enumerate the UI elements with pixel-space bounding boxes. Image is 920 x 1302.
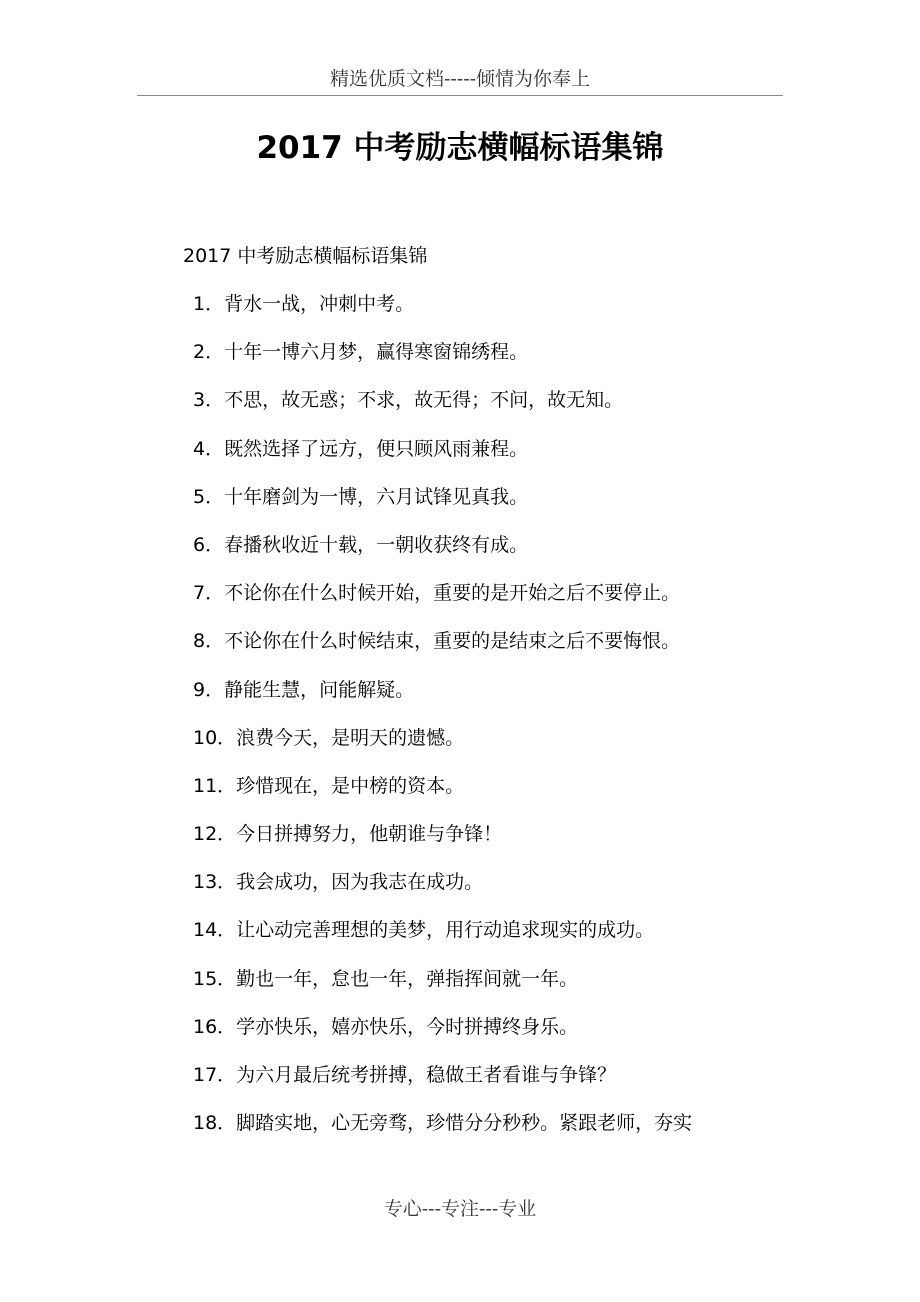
list-item: 6．春播秋收近十载，一朝收获终有成。 xyxy=(193,533,529,556)
list-item: 17．为六月最后统考拼搏，稳做王者看谁与争锋？ xyxy=(193,1064,617,1086)
document-subtitle: 2017 中考励志横幅标语集锦 xyxy=(183,245,428,267)
list-item: 10．浪费今天，是明天的遗憾。 xyxy=(193,726,465,749)
list-item: 2．十年一博六月梦，赢得寒窗锦绣程。 xyxy=(193,341,529,364)
list-item: 4．既然选择了远方，便只顾风雨兼程。 xyxy=(193,437,529,460)
page-header: 精选优质文档-----倾情为你奉上 xyxy=(329,68,591,90)
header-divider xyxy=(137,95,783,96)
document-title: 2017 中考励志横幅标语集锦 xyxy=(256,130,664,166)
list-item: 12．今日拼搏努力，他朝谁与争锋！ xyxy=(193,823,503,846)
list-item: 14．让心动完善理想的美梦，用行动追求现实的成功。 xyxy=(193,919,655,942)
list-item: 5．十年磨剑为一博，六月试锋见真我。 xyxy=(193,485,529,508)
list-item: 9．静能生慧，问能解疑。 xyxy=(193,678,415,701)
list-item: 16．学亦快乐，嬉亦快乐，今时拼搏终身乐。 xyxy=(193,1015,579,1038)
list-item: 1．背水一战，冲刺中考。 xyxy=(193,293,415,315)
slogan-list xyxy=(193,290,692,1157)
list-item: 15．勤也一年，怠也一年，弹指挥间就一年。 xyxy=(193,967,579,990)
list-item: 7．不论你在什么时候开始，重要的是开始之后不要停止。 xyxy=(193,582,681,605)
list-item: 8．不论你在什么时候结束，重要的是结束之后不要悔恨。 xyxy=(193,630,681,653)
list-item: 3．不思，故无惑；不求，故无得；不问，故无知。 xyxy=(193,389,624,412)
list-item: 13．我会成功，因为我志在成功。 xyxy=(193,871,484,894)
page-footer: 专心---专注---专业 xyxy=(383,1198,537,1220)
list-item: 11．珍惜现在，是中榜的资本。 xyxy=(193,774,465,797)
list-item: 18．脚踏实地，心无旁骛，珍惜分分秒秒。紧跟老师，夯实 xyxy=(193,1112,693,1135)
